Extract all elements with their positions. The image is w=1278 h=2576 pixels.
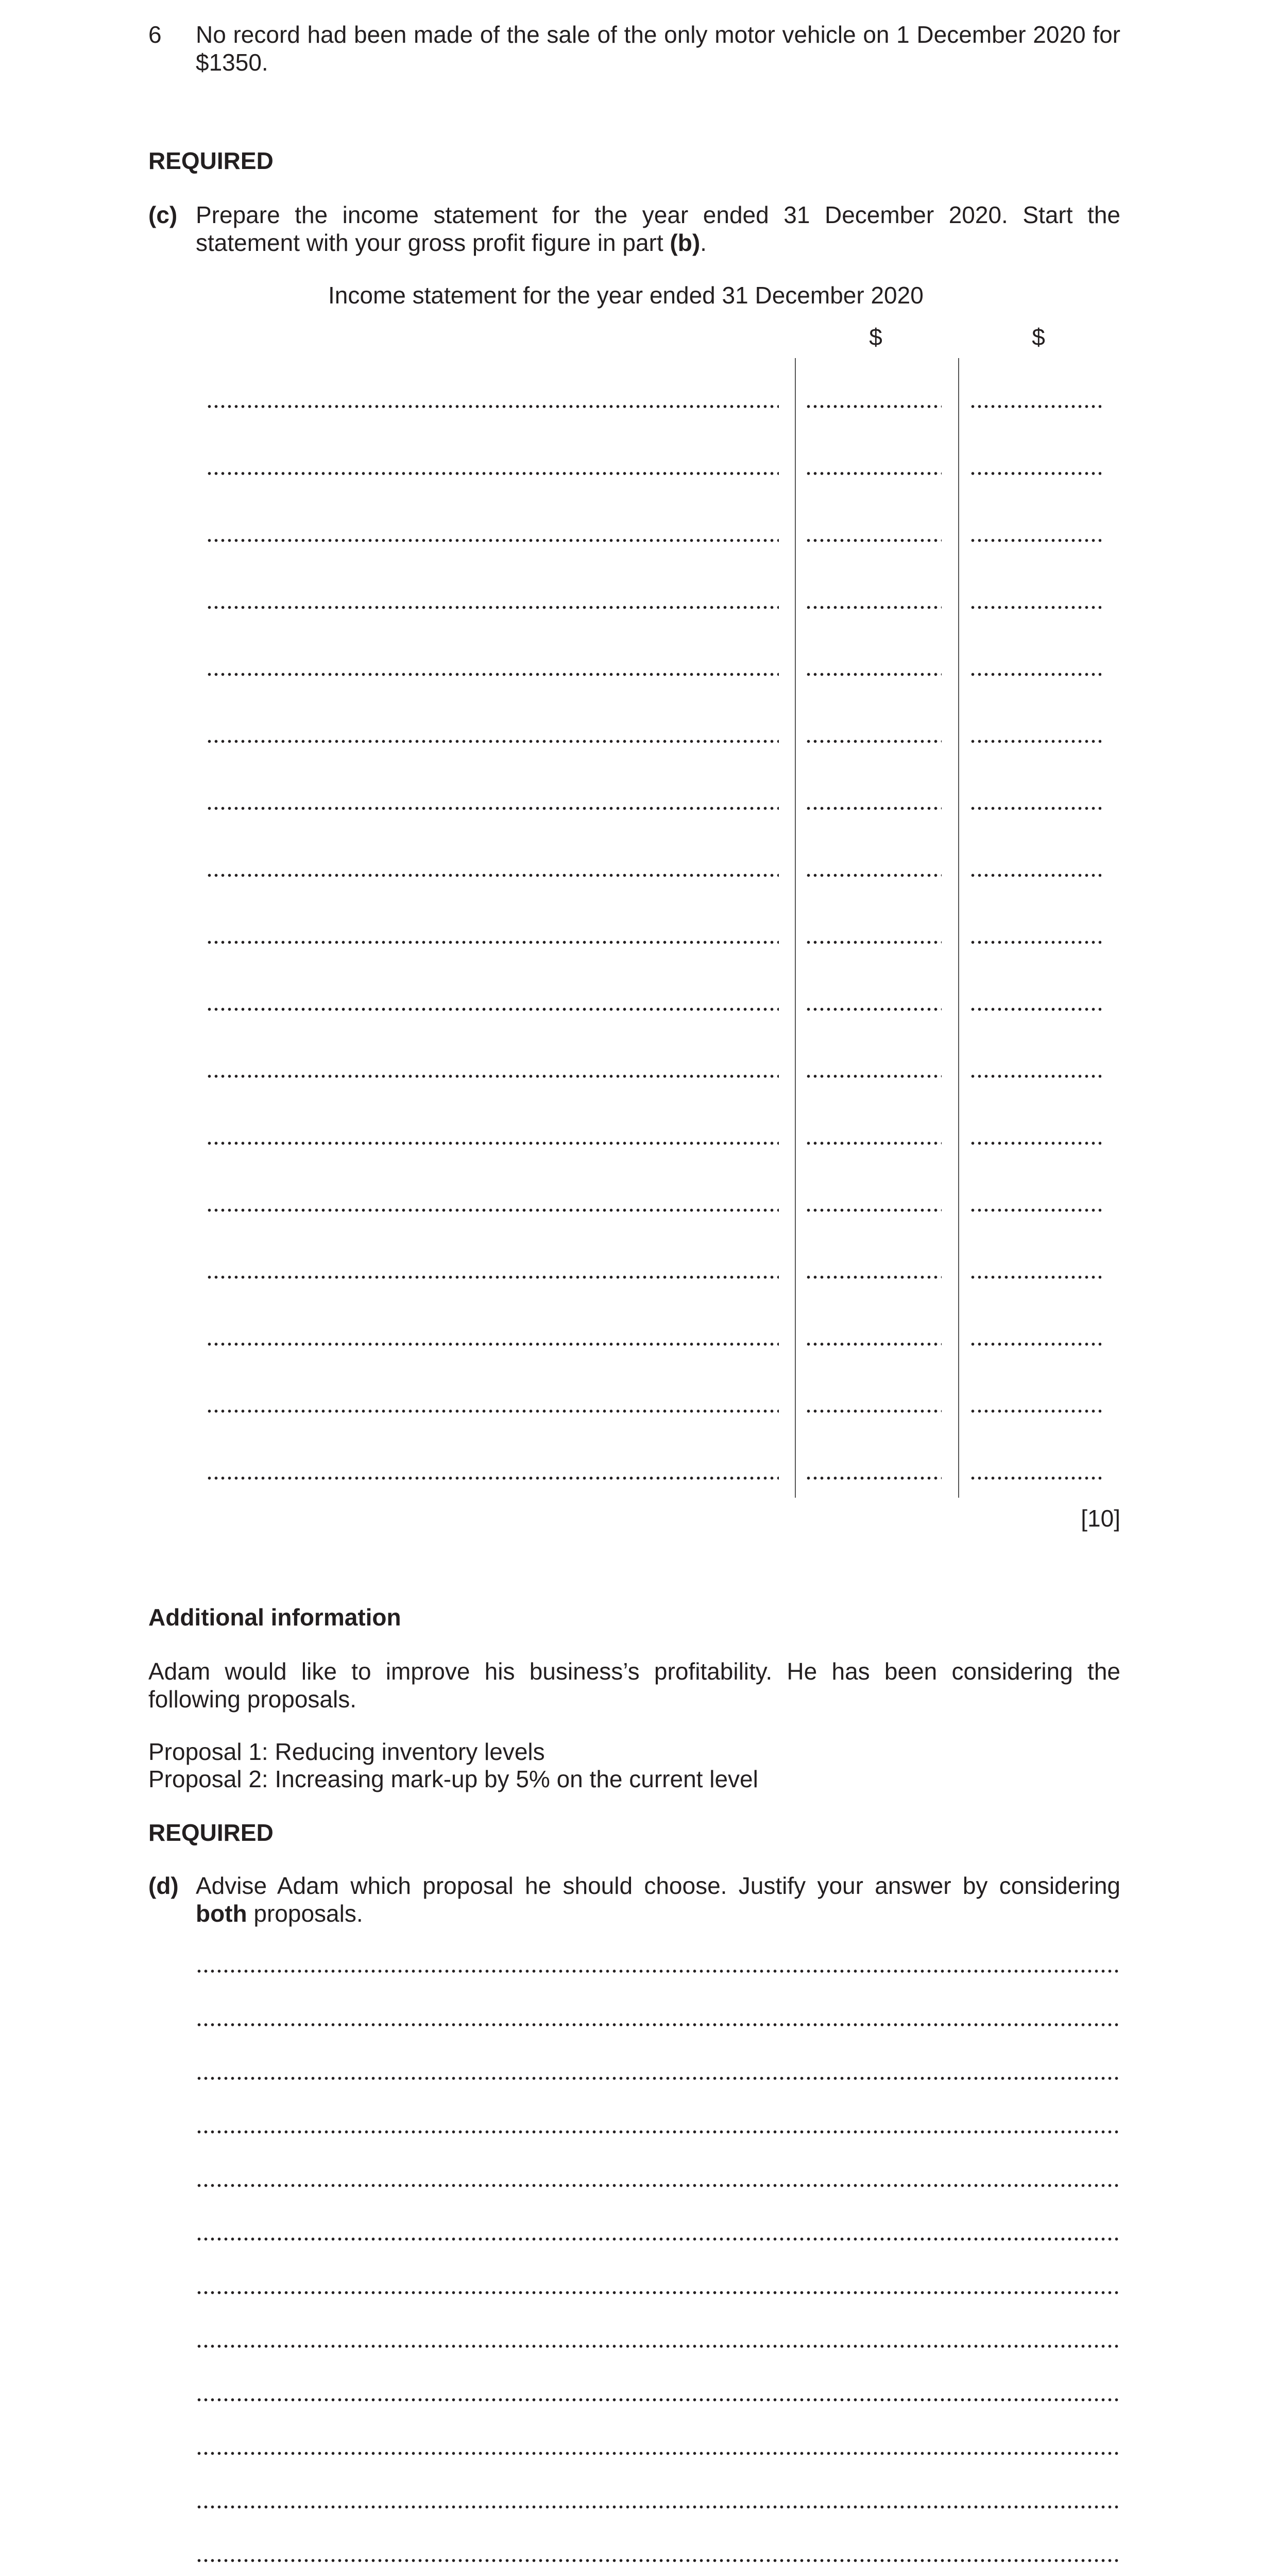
answer-line-description[interactable] [206, 1342, 779, 1346]
answer-line-col2[interactable] [969, 1275, 1101, 1279]
answer-line-col2[interactable] [969, 806, 1101, 810]
part-d-text-end: proposals. [247, 1900, 363, 1927]
answer-line[interactable] [196, 2398, 1120, 2402]
answer-line[interactable] [196, 2183, 1120, 2188]
answer-line[interactable] [196, 2130, 1120, 2134]
required-heading-2: REQUIRED [148, 1819, 274, 1846]
note-number: 6 [148, 21, 162, 48]
answer-line-col1[interactable] [805, 1342, 942, 1346]
answer-line-description[interactable] [206, 1476, 779, 1480]
additional-info-heading: Additional information [148, 1604, 401, 1631]
answer-line-col1[interactable] [805, 404, 942, 409]
answer-line-col2[interactable] [969, 1074, 1101, 1078]
answer-line-col1[interactable] [805, 605, 942, 609]
answer-line[interactable] [196, 2076, 1120, 2080]
part-c-label: (c) [148, 201, 178, 228]
note-text: No record had been made of the sale of the only motor vehicle on 1 December 2020 for $1350. [196, 21, 1120, 76]
col2-header: $ [1032, 324, 1045, 350]
answer-line-description[interactable] [206, 605, 779, 609]
answer-line-col1[interactable] [805, 538, 942, 543]
answer-line-description[interactable] [206, 806, 779, 810]
answer-line-col2[interactable] [969, 471, 1101, 476]
answer-line-col2[interactable] [969, 940, 1101, 944]
answer-line-col1[interactable] [805, 1275, 942, 1279]
proposal-2: Proposal 2: Increasing mark-up by 5% on the current level [148, 1766, 758, 1792]
answer-line-col1[interactable] [805, 873, 942, 877]
answer-line-col2[interactable] [969, 605, 1101, 609]
answer-line-col2[interactable] [969, 1342, 1101, 1346]
answer-line-description[interactable] [206, 471, 779, 476]
answer-line-col2[interactable] [969, 1409, 1101, 1413]
answer-line-description[interactable] [206, 1141, 779, 1145]
answer-line-col2[interactable] [969, 1141, 1101, 1145]
answer-line[interactable] [196, 2291, 1120, 2295]
answer-line-description[interactable] [206, 739, 779, 743]
col1-header: $ [869, 324, 882, 350]
answer-line-col1[interactable] [805, 739, 942, 743]
statement-title: Income statement for the year ended 31 December 2020 [328, 282, 924, 309]
answer-line[interactable] [196, 2505, 1120, 2509]
answer-line-col2[interactable] [969, 1007, 1101, 1011]
required-heading: REQUIRED [148, 147, 274, 174]
answer-line-col2[interactable] [969, 1476, 1101, 1480]
answer-line-description[interactable] [206, 1208, 779, 1212]
answer-line[interactable] [196, 2451, 1120, 2455]
answer-line-col2[interactable] [969, 873, 1101, 877]
answer-line-description[interactable] [206, 1275, 779, 1279]
part-c-ref: (b) [670, 229, 701, 256]
answer-line-col1[interactable] [805, 1476, 942, 1480]
part-c-question [196, 201, 1120, 257]
answer-line-col1[interactable] [805, 1141, 942, 1145]
answer-line-col1[interactable] [805, 672, 942, 676]
part-c-text: Prepare the income statement for the year ended 31 December 2020. Start the statement with your gross profit figure in part [196, 201, 1120, 256]
part-d-label: (d) [148, 1872, 179, 1899]
part-c-marks: [10] [1081, 1505, 1120, 1532]
answer-line-description[interactable] [206, 940, 779, 944]
answer-line[interactable] [196, 2344, 1120, 2348]
answer-line-col2[interactable] [969, 404, 1101, 409]
answer-line-col1[interactable] [805, 806, 942, 810]
part-d-question [196, 1872, 1120, 1927]
additional-info-paragraph: Adam would like to improve his business’s profitability. He has been considering the following proposals. [148, 1658, 1120, 1713]
answer-line-col1[interactable] [805, 1409, 942, 1413]
answer-line-col1[interactable] [805, 471, 942, 476]
answer-line-description[interactable] [206, 1074, 779, 1078]
answer-line-description[interactable] [206, 873, 779, 877]
answer-line-description[interactable] [206, 538, 779, 543]
answer-line-col2[interactable] [969, 538, 1101, 543]
part-d-emphasis: both [196, 1900, 247, 1927]
answer-line[interactable] [196, 2558, 1120, 2563]
part-d-text: Advise Adam which proposal he should choose. Justify your answer by considering [196, 1872, 1120, 1899]
part-c-text-end: . [700, 229, 707, 256]
answer-line-col2[interactable] [969, 1208, 1101, 1212]
answer-line[interactable] [196, 1969, 1120, 1973]
proposal-1: Proposal 1: Reducing inventory levels [148, 1738, 545, 1765]
answer-line[interactable] [196, 2237, 1120, 2241]
answer-line-col2[interactable] [969, 672, 1101, 676]
answer-line-description[interactable] [206, 1409, 779, 1413]
answer-line-col1[interactable] [805, 1074, 942, 1078]
answer-line[interactable] [196, 2023, 1120, 2027]
answer-line-col2[interactable] [969, 739, 1101, 743]
answer-line-description[interactable] [206, 672, 779, 676]
answer-line-col1[interactable] [805, 940, 942, 944]
column-divider-1 [795, 358, 796, 1498]
answer-line-col1[interactable] [805, 1208, 942, 1212]
answer-line-col1[interactable] [805, 1007, 942, 1011]
answer-line-description[interactable] [206, 404, 779, 409]
column-divider-2 [958, 358, 959, 1498]
answer-line-description[interactable] [206, 1007, 779, 1011]
